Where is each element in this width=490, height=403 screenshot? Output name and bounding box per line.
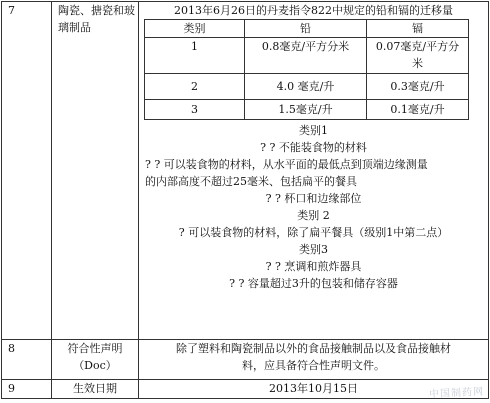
- item-name-line: （Doc）: [73, 359, 117, 372]
- item-body-cell: [139, 340, 489, 380]
- effective-date: 2013年10月15日: [139, 380, 489, 399]
- item-name-line: 璃制品: [58, 21, 91, 34]
- section-title: 2013年6月26日的丹麦指令822中规定的铅和镉的迁移量: [174, 4, 453, 17]
- migration-limits-table: [144, 19, 469, 120]
- cell-category: 1: [145, 38, 245, 74]
- note-line: ? ? 可以装食物的材料，从水平面的最低点到顶端边缘测量: [145, 158, 428, 171]
- header-lead: 铅: [245, 20, 367, 38]
- body-line: 料，应具备符合性声明文件。: [242, 359, 385, 372]
- cell-lead: 4.0 毫克/升: [245, 74, 367, 100]
- note-line: 类别3: [299, 243, 328, 256]
- inner-header-row: [145, 20, 469, 38]
- watermark: 中国制药网: [428, 386, 485, 401]
- body-line: 除了塑料和陶瓷制品以外的食品接触制品以及食品接触材: [176, 342, 451, 355]
- note-line: ? ? 不能装食物的材料: [260, 141, 367, 154]
- note-line: ? 可以装食物的材料，除了扁平餐具（级别1中第二点）: [178, 226, 449, 239]
- note-line: 类别 2: [297, 209, 330, 222]
- cell-cadmium: 0.1毫克/升: [367, 100, 469, 120]
- category-notes: [139, 122, 488, 292]
- note-line: ? ? 杯口和边缘部位: [265, 192, 362, 205]
- header-category: 类别: [145, 20, 245, 38]
- item-body-cell: [139, 2, 489, 340]
- row-number: 7: [2, 2, 52, 340]
- regulation-table: [1, 1, 489, 399]
- inner-row: [145, 74, 469, 100]
- row-number: 8: [2, 340, 52, 380]
- cell-cadmium: 0.3毫克/升: [367, 74, 469, 100]
- table-row-7: [2, 2, 489, 340]
- inner-row: [145, 100, 469, 120]
- item-name-cell: [52, 340, 139, 380]
- note-line: ? ? 烹调和煎炸器具: [265, 260, 362, 273]
- note-line: 的内部高度不超过25毫米、包括扁平的餐具: [145, 175, 357, 188]
- table-row-9: [2, 380, 489, 399]
- cell-lead: 1.5毫克/升: [245, 100, 367, 120]
- table-row-8: [2, 340, 489, 380]
- header-cadmium: 镉: [367, 20, 469, 38]
- cell-category: 2: [145, 74, 245, 100]
- item-name-line: 符合性声明: [67, 342, 123, 355]
- item-name-cell: 生效日期: [52, 380, 139, 399]
- row-number: 9: [2, 380, 52, 399]
- item-name-cell: [52, 2, 139, 340]
- item-name-line: 陶瓷、搪瓷和玻: [58, 4, 135, 17]
- cell-cadmium: [367, 38, 469, 74]
- cell-line: 0.07毫克/平方分: [375, 40, 460, 53]
- note-line: ? ? 容量超过3升的包装和储存容器: [229, 277, 398, 290]
- cell-line: 米: [412, 57, 423, 70]
- cell-category: 3: [145, 100, 245, 120]
- inner-row: [145, 38, 469, 74]
- cell-lead: 0.8毫克/平方分米: [245, 38, 367, 74]
- note-line: 类别1: [299, 124, 328, 137]
